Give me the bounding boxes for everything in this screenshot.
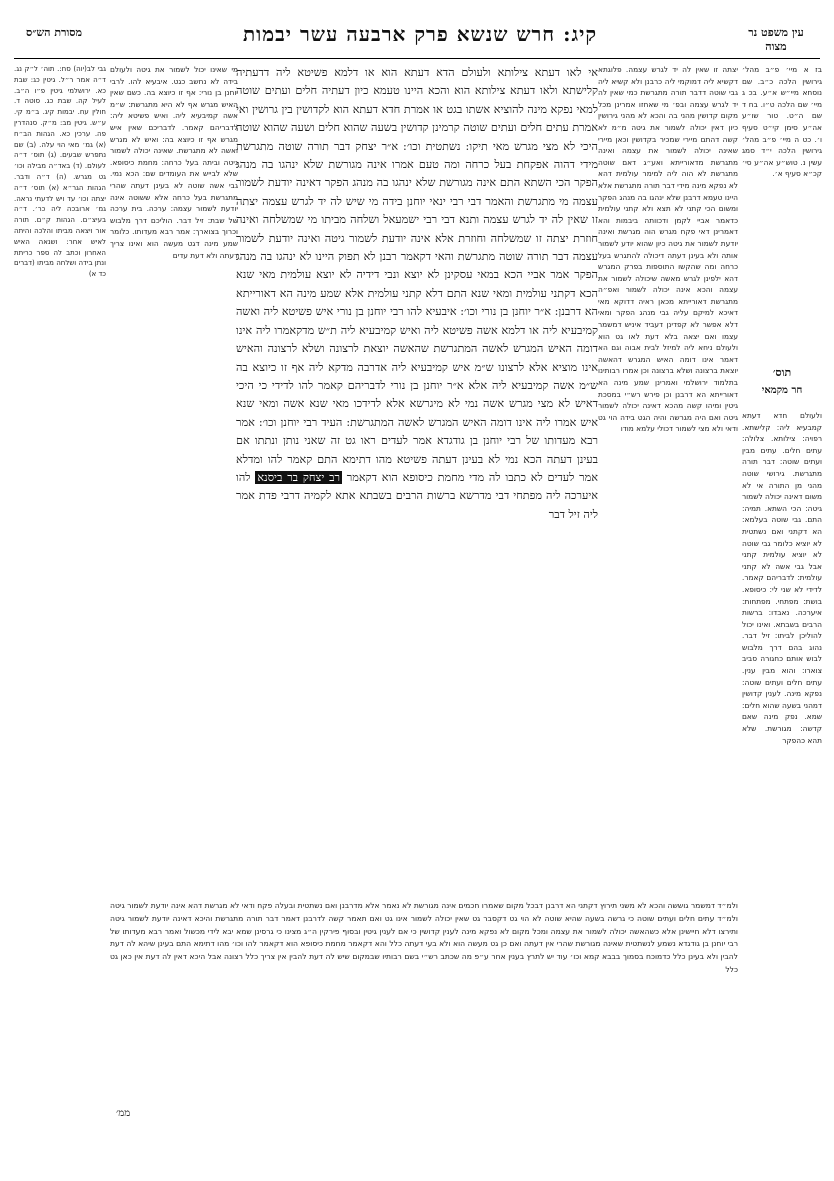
ein-mishpat-text: בז א מיי׳ פ״ב מהל׳ גירושין הלכה כ״ב. שם נוסחא מיי״ש א״ע. בכ ג מיי׳ שם הלכה ט״ו. בח ד שם ה״ט. טור שו״ע אה״ע סימן קי״ט סעיף ו׳. כט ה מיי׳ פ״ב מהל׳ גירושין הלכה י״ד סמג עשין נ. טוש״ע אה״ע סי׳ קכ״א סעיף א׳. bbox=[742, 65, 822, 179]
page-title: קיג: חרש שנשא פרק ארבעה עשר יבמות bbox=[242, 22, 598, 46]
masoret-hashas-text: גבי לב(יוה) סח:. תוה׳ ל״ק נג. ד״ה אמר ר״ל. גיטין כג: שבת כא. ירושלמי גיטין פ״ו ה״ב. לעיל קה. שבת כג. סוטה ד. חולין עח. יבמות קיג. ב״מ קי. ע״ש. גיטין מב: מ״ק. סנהדרין פה. ערכין כא. הגהות הב״ח (א) גמ׳ מאי הוי עלה. (ב) שם נתפרש שבעים. (ג) תוס׳ ד״ה לעולם. (ד) באד״ה מבילה וכו׳ גט מגרש. (ה) ד״ה ודבר. הגהות הגר״א (א) תוס׳ ד״ה יצתה וכו׳ עד ויש לדעתי נראה. גמ׳ ארובכה ליה כר׳. ד״ה בעיצ״ם. הגהות ק״ם. תורה אור ויצאה מביתו והלכה והיתה לאיש אחר: ושנאה האיש האחרון וכתב לה ספר כריתת ונתן בידה ושלחה מביתו (דברים כד א) bbox=[14, 65, 106, 279]
catchword: ממ׳ bbox=[116, 1108, 131, 1119]
rashi-heading-text: חר מקמאי bbox=[761, 385, 803, 396]
gemara-tail: להו איערכה ליה מפתחי דבי מדרשא ברשות הרבים בשבתא אתא לקמיה דרבי פדת אמר ליה זיל דבר bbox=[236, 470, 598, 521]
gemara-text: אי לאו דעתא צילותא ולעולם הדא דעתא הוא או דלמא פשיטא ליה דדעתיה קלישתא ולאו דעתא צילותא הוא והכא היינו טעמא כיון דעתיה חלים ועתים שוטה למאי נפקא מינה להוציא אשתו בגט או אמרת חדא דעתא הוא לקדושין בין גרושין ואי אמרת עתים חלים ועתים שוטה קרמינן קדושין בשעה שהוא חלים ושעה שהוא שוטה היכי לא מצי מגרש מאי תיקו: נשתטית וכו׳: א״ר יצחק דבר תורה שוטה מתגרשת מידי דהוה אפקחת בעל כרחה ומה טעם אמרו אינה מגורשת שלא ינהגו בה מנהג הפקר הכי השתא התם אינה מגורשת שלא ינהגו בה מנהג הפקר דאינה יודעת לשמור עצמה מי מתגרשת והאמר דבי רבי ינאי יוחנן בידה מי שיש לה יד לגרש עצמה יצתה זו שאין לה יד לגרש עצמה ותנא דבי רבי ישמעאל ושלחה מביתו מי שמשלחה ואינה חוזרת יצתה זו שמשלחה וחוזרת אלא אינה יודעת לשמור גיטה ואינה יודעת לשמור עצמה דבר תורה שוטה מתגרשת והאי דקאמר רבנן לא תפוק היינו לא ינהגו בה מנהג הפקר אמר אביי הכא במאי עסקינן לא יוצא ונבי דידיה לא יוצא עולמית מאי שנא הכא דקתני עולמית ומאי שנא התם דלא קתני עולמית אלא שמע מינה הא דאורייתא הא דרבנן: א״ר יוחנן בן נורי וכו׳: איבעיא להו רבי יוחנן בן נורי איש פשיטא ליה ואשה קמיבעיא ליה או דלמא אשה פשיטא ליה ואיש קמיבעיא ליה ת״ש מדקאמרו ליה אינו דומה האיש המגרש לאשה המתגרשת שהאשה יוצאת לרצונה ושלא לרצונה והאיש אינו מוציא אלא לרצונו ש״מ איש קמיבעיא ליה אדרבה מדקא ליה אף זו כיוצא בה ש״מ אשה קמיבעיא ליה אלא א״ר יוחנן בן נורי לדבריהם קאמר להו לדידי כי היכי דאיש לא מצי מגרש אשה נמי לא מיגרשא אלא לדידכו מאי שנא אשה ומאי שנא איש אמרו ליה אינו דומה האיש המגרש לאשה המתגרשת: העיד רבי יוחנן וכו׳: אמר רבא מעדותו של רבי יוחנן בן גודגדא אמר לעדים ראו גט זה שאני נותן ונתתו אם בעינן דעתה הכא נמי לא בעינן דעתה פשיטא מהו דתימא התם קאמר להו ומדלא אמר לעדים לא כתבו לה מדי מחמת כיסופא הוא דקאמר bbox=[236, 66, 598, 484]
ein-mishpat-label: עין משפט נר מצוה bbox=[748, 26, 804, 53]
tosafot-text: יצתה זו שאין לה יד לגרש עצמה. פלוגתא דקשיא ליה דמוקמי ליה כרבנן ולא קשיא ליה גבי שוטה דדבר תורה מתגרשת כמי שאין לה יד לגרש עצמה ובפ׳ מי שאחזו אמרינן מכל מקום קדושין מהני בה והכא לא מהני גירושין כיון דאין יכולה לשמור את גיטה מ״מ לא קשה דהתם מיירי שמכיר בקדושין וכאן מיירי שאינה יכולה לשמור את עצמה ואינה מתגרשת מדאורייתא ואע״ג דאם שוטה מתגרשת לא הוה ליה למימר עולמית דהא לא נפקא מינה מידי דבר תורה מתגרשת אלא היינו טעמא דרבנן שלא ינהגו בה מנהג הפקר ומשום הכי קתני לא תצא ולא קתני עולמית כדאמר אביי לקמן ודכוותה ביבמות והא דאמרינן דאי פקח מגרש הוה מגרשת ואינה יודעת לשמור את גיטה כיון שהוא יודע לשמור אותה ולא בעינן דעתה דיכולה להתגרש בעל כרחה ומה שהקשו התוספות בפרק המגרש דהא ילפינן לגרש מאשה שיכולה לשמור את עצמה והכא אינה יכולה לשמור ואפ״ה מתגרשת דאורייתא מכאן ראיה דדוקא מאי דאיכא למיקם עליה גבי מנהג הפקר ומאי דלא אפשר לא קפדינן דעביד איניש דמשמר עצמו ואם יצאה בלא דעת לאו גט הוא ולעולם ניחא ליה למיזל לבית אבוה וגם הא דאמר אינו דומה האיש המגרש דהאשה יוצאת ברצונה ושלא ברצונה וכן אמרו רבותינו בתלמוד ירושלמי ואמרינן שמע מינה הא דאורייתא הא דרבנן וכן פירש רש״י במסכת גיטין ומיהו קשה מהכא דאינה יכולה לשמור גיטה ואם היה מגרשה והיה הגט בידה הוי גט ודאי ולא מצי לשמור דכולי עלמא מודו bbox=[598, 65, 738, 434]
bottom-commentary-text: ולמ״ד דמשמר גוששה והכא לא משני תירוץ דקתני הא דרבנן דבכל מקום שאמרו חכמים אינה מגורשת לא נאמר אלא מדרבנן ואם נשתטית ובעלה פקח ודאי לא מגרשת דהא אינה יודעת לשמור גיטה ולמ״ד עתים חלים ועתים שוטה כי גרשה בשעה שהיא שוטה לא הוי גט דקסבר גט שאין יכולה לשמור אינו גט ואם תאמר קשה לדרבנן דאמר דבר תורה מתגרשת והיכא דאינה יודעת לשמור גיטה ותירצו דלא חיישינן אלא כשהאשה יכולה לשמור את עצמה ומכל מקום לא נפקא מינה לענין קדושין כי אם לענין גיטין ובסוף פירקין ה״ג מצינו כי גרסינן שמא יבא לידי מכשול ואמר רבא מעדותו של רבי יוחנן בן גודגדא נשמע לנשתטית שאינה מגורשת שהרי אין דעתה ואם כן גט מעשה הוא ולא בעי דעתה כלל והא דקאמר מחמת כיסופא הוא דקאמר להו וכו׳ מהו דתימא התם בעינן שיהא לה דעת להבין ולא בעינן כלל כדמוכח בסמוך בבבא קמא וכו׳ עוד יש לתרץ בענין אחר ע״פ מה שכתב רש״י בשם רבותיו שבמקום שיש לה דעת להבין אין צריך כלל רצונה אבל היכא דאין לה דעת אין כאן גט כלל bbox=[110, 901, 738, 974]
bottom-commentary bbox=[110, 900, 738, 1110]
header-divider bbox=[14, 58, 820, 59]
tosafot-right-column bbox=[742, 410, 822, 745]
highlighted-name: רב יצחק בר ביסנא bbox=[257, 470, 340, 484]
masoret-hashas-label: מסורת הש״ס bbox=[25, 26, 83, 39]
rashi-column bbox=[110, 64, 238, 844]
gemara-main-text bbox=[236, 64, 598, 896]
tosafot-right-text: ולעולם חדא דעתא קמבעיא ליה: קלישתא. רפויה: צילותא. צלולה: עתים חלים. עתים מבין ועתים שוטה: דבר תורה מתגרשת. גירושי שוטה מהני מן התורה אי לא משום דאינה יכולה לשמור גיטה: הכי השתא. תמיה: התם. גבי שוטה בעלמא: הא דקתני ואם נשתטית לא יוציא כלומר גבי שוטה לא יוציא עולמית קתני אבל גבי אשה לא קתני עולמית: לדבריהם קאמר. לדידי לא שני לי: כיסופא. בושת: מפתחי. מפתחות: איערכה. נאבדו: ברשות הרבים בשבתא. ואינו יכול להוליכן לביתו: זיל דבר. נהוג בהם דרך מלבוש לבוש אותם כחגורה סביב צוארו: והוא מבין ענין. עתים חלים ועתים שוטה: נפקא מינה. לענין קדושין דמהני בשעה שהוא חלים: שמא. נפק מינה שאם קדשה: מגורשת. שלא תהא כהפקר bbox=[742, 411, 822, 745]
tosafot-heading-text: תוס׳ bbox=[772, 366, 792, 379]
page-header bbox=[0, 14, 834, 54]
rashi-text: מי שאינו יכול לשמור את גיטה ולעולם בידה לא נחשב כגט. איבעיא להו. לרבי יוחנן בן נורי: אף זו כיוצא בה. כשם שאין האיש מגרש אף לא היא מתגרשת: ש״מ אשה קמיבעיא ליה. ואיש פשיטא ליה: לדבריהם קאמר. לדבריכם שאין איש מגרש אף זו כיוצא בה: ואיש לא מגרש ואשה לא מתגרשת. שאינה יכולה לשמור גיטה וביתה בעל כרחה: מחמת כיסופא. שלא לבייש את העומדים שם: הכא נמי. גבי אשה שוטה לא בעינן דעתה שהרי מתגרשת בעל כרחה אלא ששוטה אינה יודעת לשמור עצמה: ערכה. בית ערכה של שבת: זיל דבר. הוליכם דרך מלבוש וכרוך בצוארך: אמר רבא מעדותו. כלומר שמע מינה דגט מעשה הוא ואינו צריך דעתה ולא דעת עדים bbox=[110, 65, 238, 260]
masoret-hashas-column bbox=[14, 64, 106, 1124]
tosafot-heading bbox=[742, 366, 822, 396]
